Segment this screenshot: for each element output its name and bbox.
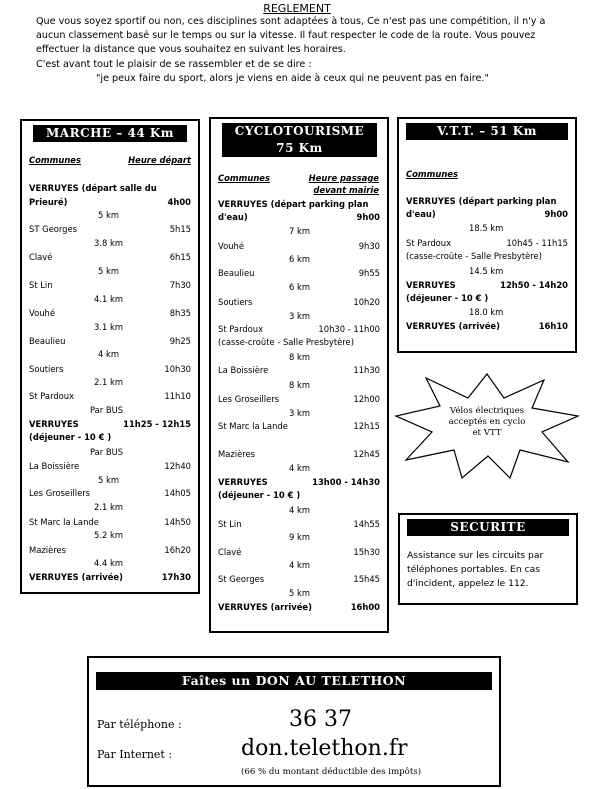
- commune-name: (déjeuner - 10 € ): [406, 293, 489, 303]
- commune-name: (casse-croûte - Salle Presbytère): [406, 251, 542, 261]
- commune-name: Beaulieu: [29, 336, 66, 346]
- don-header: Faîtes un DON AU TELETHON: [96, 672, 492, 690]
- segment-distance: 3.8 km: [94, 238, 123, 248]
- cyclo-col-heure-2: devant mairie: [313, 185, 379, 195]
- commune-name: Vouhé: [218, 241, 244, 251]
- commune-name: VERRUYES: [406, 280, 456, 290]
- cyclo-col-heure-1: Heure passage: [308, 173, 379, 183]
- commune-time: 13h00 - 14h30: [312, 477, 380, 487]
- commune-time: 11h10: [164, 391, 191, 401]
- commune-time: 8h35: [169, 308, 191, 318]
- commune-name: Mazières: [218, 449, 256, 459]
- commune-time: 5h15: [169, 224, 191, 234]
- segment-distance: 18.0 km: [469, 307, 504, 317]
- commune-time: 12h00: [353, 394, 380, 404]
- schedule-row: [218, 449, 380, 460]
- schedule-row: [29, 488, 191, 499]
- commune-name: d'eau): [218, 212, 248, 222]
- segment-distance: 4 km: [289, 505, 310, 515]
- star-line: et VTT: [472, 428, 502, 438]
- commune-name: VERRUYES (départ parking plan: [406, 196, 557, 206]
- don-web-label: Par Internet :: [97, 748, 173, 761]
- marche-col-heure: Heure départ: [128, 155, 191, 165]
- commune-name: St Pardoux: [218, 324, 264, 334]
- cyclo-box: [209, 117, 389, 633]
- segment-distance: 3 km: [289, 311, 310, 321]
- schedule-row: [29, 183, 191, 194]
- don-web-value: don.telethon.fr: [241, 736, 408, 761]
- schedule-row: [218, 324, 380, 335]
- marche-box: [20, 119, 200, 594]
- commune-time: 11h25 - 12h15: [123, 419, 191, 429]
- commune-name: Clavé: [29, 252, 53, 262]
- securite-text: [407, 549, 573, 591]
- commune-time: 9h55: [358, 268, 380, 278]
- segment-distance: 4.4 km: [94, 558, 123, 568]
- schedule-row: [218, 602, 380, 613]
- commune-name: Prieuré): [29, 197, 68, 207]
- segment-distance: 3.1 km: [94, 322, 123, 332]
- commune-time: 17h30: [161, 572, 191, 582]
- commune-name: St Marc la Lande: [29, 517, 99, 527]
- segment-distance: 4 km: [98, 349, 119, 359]
- vtt-header: V.T.T. – 51 Km: [406, 123, 568, 140]
- segment-distance: 9 km: [289, 532, 310, 542]
- commune-time: 14h05: [164, 488, 191, 498]
- schedule-row: [406, 196, 568, 207]
- schedule-row: [218, 490, 380, 501]
- commune-time: 9h30: [358, 241, 380, 251]
- segment-distance: 3 km: [289, 408, 310, 418]
- segment-distance: 5 km: [289, 588, 310, 598]
- segment-distance: 8 km: [289, 380, 310, 390]
- segment-distance: Par BUS: [90, 447, 124, 457]
- segment-distance: 5 km: [98, 210, 119, 220]
- schedule-row: [29, 391, 191, 402]
- star-line: acceptés en cyclo: [448, 417, 526, 427]
- commune-name: Les Groseillers: [29, 488, 91, 498]
- segment-distance: 4 km: [289, 560, 310, 570]
- commune-time: 10h30: [164, 364, 191, 374]
- star-line: Vélos électriques: [449, 406, 525, 416]
- don-note: (66 % du montant déductible des impôts): [241, 767, 422, 777]
- segment-distance: Par BUS: [90, 405, 124, 415]
- commune-name: St Georges: [218, 574, 265, 584]
- commune-time: 14h50: [164, 517, 191, 527]
- commune-time: 16h10: [538, 321, 568, 331]
- commune-name: d'eau): [406, 209, 436, 219]
- schedule-row: [218, 547, 380, 558]
- commune-name: VERRUYES: [218, 477, 268, 487]
- schedule-row: [29, 308, 191, 319]
- schedule-row: [29, 432, 191, 443]
- commune-name: Soutiers: [29, 364, 64, 374]
- segment-distance: 2.1 km: [94, 502, 123, 512]
- cyclo-header-line2: 75 Km: [276, 141, 323, 155]
- commune-name: (déjeuner - 10 € ): [29, 432, 112, 442]
- schedule-row: [218, 212, 380, 223]
- commune-time: 15h45: [353, 574, 380, 584]
- schedule-row: [29, 364, 191, 375]
- segment-distance: 2.1 km: [94, 377, 123, 387]
- don-box: [87, 656, 501, 787]
- reglement-text: [36, 15, 581, 86]
- schedule-row: [406, 280, 568, 291]
- commune-time: 12h45: [353, 449, 380, 459]
- schedule-row: [29, 545, 191, 556]
- segment-distance: 8 km: [289, 352, 310, 362]
- schedule-row: [29, 197, 191, 208]
- commune-time: 12h15: [353, 421, 380, 431]
- schedule-row: [29, 224, 191, 235]
- commune-name: Soutiers: [218, 297, 253, 307]
- cyclo-col-communes: Communes: [218, 173, 270, 183]
- segment-distance: 7 km: [289, 226, 310, 236]
- commune-name: Clavé: [218, 547, 242, 557]
- commune-name: VERRUYES (arrivée): [406, 321, 500, 331]
- commune-time: 7h30: [169, 280, 191, 290]
- schedule-row: [218, 394, 380, 405]
- segment-distance: 6 km: [289, 282, 310, 292]
- commune-time: 9h00: [544, 209, 568, 219]
- commune-name: St Lin: [218, 519, 242, 529]
- commune-time: 14h55: [353, 519, 380, 529]
- schedule-row: [29, 252, 191, 263]
- schedule-row: [218, 297, 380, 308]
- commune-name: St Pardoux: [406, 238, 452, 248]
- segment-distance: 14.5 km: [469, 266, 504, 276]
- schedule-row: [218, 365, 380, 376]
- schedule-row: [29, 461, 191, 472]
- schedule-row: [29, 336, 191, 347]
- schedule-row: [218, 574, 380, 585]
- commune-name: VERRUYES (arrivée): [29, 572, 123, 582]
- commune-name: VERRUYES (départ salle du: [29, 183, 157, 193]
- cyclo-header: [222, 123, 377, 157]
- reglement-line: C'est avant tout le plaisir de se rassembler et de se dire :: [36, 58, 312, 70]
- commune-name: Mazières: [29, 545, 67, 555]
- schedule-row: [406, 209, 568, 220]
- securite-line: Assistance sur les circuits par: [407, 550, 544, 561]
- schedule-row: [218, 199, 380, 210]
- commune-name: VERRUYES (arrivée): [218, 602, 312, 612]
- commune-time: 9h00: [356, 212, 380, 222]
- commune-time: 12h50 - 14h20: [500, 280, 568, 290]
- commune-name: St Lin: [29, 280, 53, 290]
- reglement-quote: "je peux faire du sport, alors je viens en aide à ceux qui ne peuvent pas en faire.": [96, 72, 489, 84]
- cyclo-header-line1: CYCLOTOURISME: [234, 124, 365, 138]
- reglement-line: effectuer la distance que vous souhaitez en suivant les horaires.: [36, 44, 346, 56]
- segment-distance: 4.1 km: [94, 294, 123, 304]
- schedule-row: [29, 280, 191, 291]
- vtt-box: [397, 117, 577, 353]
- commune-time: 12h40: [164, 461, 191, 471]
- commune-time: 10h30 - 11h00: [318, 324, 380, 334]
- schedule-row: [218, 421, 380, 432]
- segment-distance: 5 km: [98, 266, 119, 276]
- commune-time: 16h00: [350, 602, 380, 612]
- segment-distance: 4 km: [289, 463, 310, 473]
- segment-distance: 6 km: [289, 254, 310, 264]
- schedule-row: [406, 321, 568, 332]
- commune-name: ST Georges: [29, 224, 77, 234]
- commune-name: La Boissière: [218, 365, 269, 375]
- reglement-title: REGLEMENT: [263, 2, 331, 15]
- commune-name: St Pardoux: [29, 391, 75, 401]
- commune-name: Vouhé: [29, 308, 55, 318]
- commune-name: La Boissière: [29, 461, 80, 471]
- marche-header: MARCHE – 44 Km: [33, 125, 187, 142]
- commune-time: 10h20: [353, 297, 380, 307]
- marche-col-communes: Communes: [29, 155, 81, 165]
- commune-name: VERRUYES (départ parking plan: [218, 199, 369, 209]
- commune-time: 9h25: [169, 336, 191, 346]
- commune-time: 6h15: [169, 252, 191, 262]
- reglement-line: aucun classement basé sur le temps ou sur la vitesse. Il faut respecter le code de la route. Vous pouvez: [36, 30, 536, 42]
- securite-line: téléphones portables. En cas: [407, 564, 541, 575]
- star-text: [432, 406, 542, 439]
- securite-box: [398, 513, 578, 605]
- schedule-row: [406, 238, 568, 249]
- schedule-row: [218, 519, 380, 530]
- reglement-line: Que vous soyez sportif ou non, ces disciplines sont adaptées à tous, Ce n'est pas une compétition, il n'y a: [36, 16, 546, 27]
- schedule-row: [218, 241, 380, 252]
- schedule-row: [406, 293, 568, 304]
- securite-header: SECURITE: [407, 519, 569, 536]
- securite-line: d'incident, appelez le 112.: [407, 578, 529, 589]
- commune-time: 15h30: [353, 547, 380, 557]
- commune-name: St Marc la Lande: [218, 421, 288, 431]
- don-tel-value: 36 37: [289, 707, 352, 732]
- vtt-col-communes: Communes: [406, 169, 458, 179]
- commune-time: 16h20: [164, 545, 191, 555]
- schedule-row: [218, 268, 380, 279]
- commune-name: (casse-croûte - Salle Presbytère): [218, 337, 354, 347]
- segment-distance: 5 km: [98, 475, 119, 485]
- segment-distance: 5.2 km: [94, 530, 123, 540]
- commune-name: Beaulieu: [218, 268, 255, 278]
- segment-distance: 18.5 km: [469, 223, 504, 233]
- schedule-row: [218, 477, 380, 488]
- schedule-row: [218, 337, 380, 348]
- don-tel-label: Par téléphone :: [97, 718, 182, 731]
- commune-time: 11h30: [353, 365, 380, 375]
- commune-name: (déjeuner - 10 € ): [218, 490, 301, 500]
- schedule-row: [406, 251, 568, 262]
- commune-name: Les Groseillers: [218, 394, 280, 404]
- schedule-row: [29, 419, 191, 430]
- schedule-row: [29, 517, 191, 528]
- commune-name: VERRUYES: [29, 419, 79, 429]
- commune-time: 4h00: [167, 197, 191, 207]
- schedule-row: [29, 572, 191, 583]
- commune-time: 10h45 - 11h15: [506, 238, 568, 248]
